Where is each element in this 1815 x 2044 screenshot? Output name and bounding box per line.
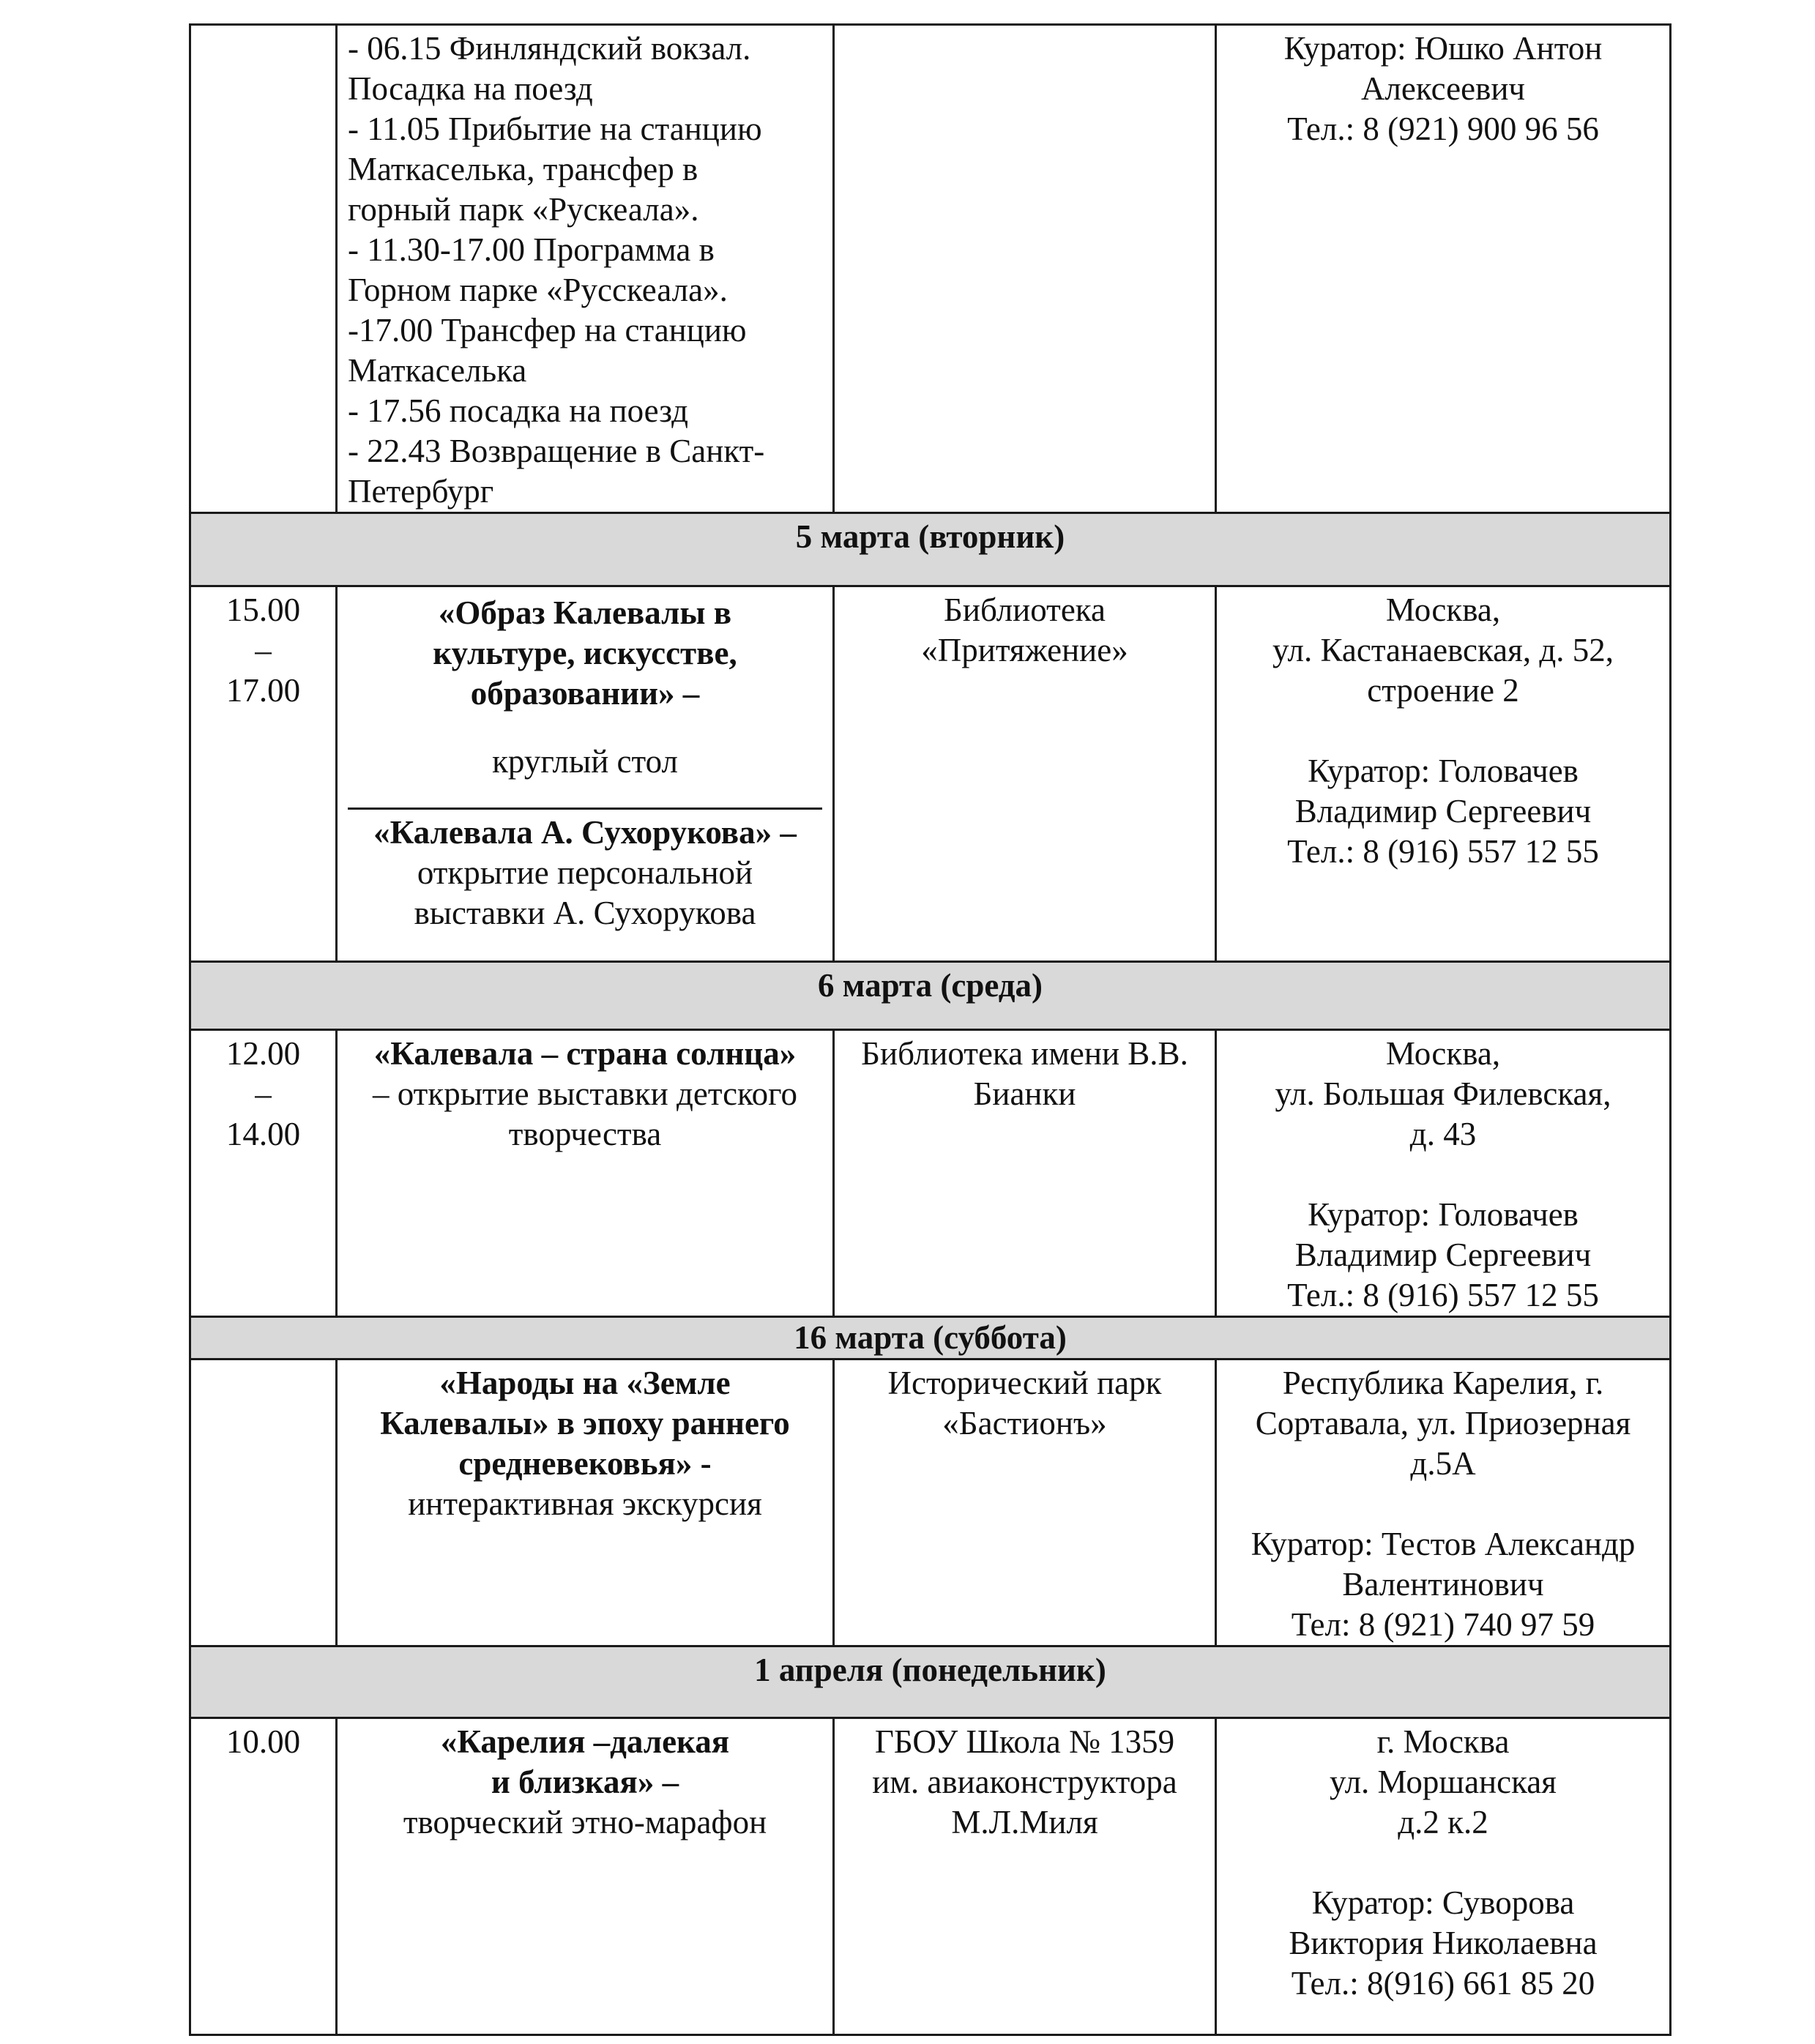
event-part — [348, 590, 822, 810]
address-line: д. 43 — [1409, 1116, 1477, 1152]
program-line: Петербург — [348, 473, 494, 510]
program-line: горный парк «Рускеала». — [348, 191, 699, 228]
curator-phone: Тел: 8 (921) 740 97 59 — [1291, 1606, 1595, 1643]
time-cell — [190, 586, 337, 962]
table-row — [190, 25, 1671, 513]
curator-name: Куратор: Головачев — [1308, 753, 1579, 789]
venue-cell — [834, 1030, 1216, 1317]
venue-name: Бианки — [973, 1075, 1076, 1112]
contact-cell — [1216, 25, 1671, 513]
contact-cell — [1216, 586, 1671, 962]
venue-name: «Бастионъ» — [942, 1405, 1107, 1441]
contact-cell — [1216, 1718, 1671, 2035]
contact-cell — [1216, 1030, 1671, 1317]
venue-name: Библиотека имени В.В. — [861, 1035, 1188, 1072]
contact-cell — [1216, 1359, 1671, 1646]
curator-name: Виктория Николаевна — [1289, 1925, 1598, 1961]
time-start: 10.00 — [226, 1723, 301, 1760]
time-dash: – — [255, 632, 272, 668]
event-title: образовании» – — [470, 675, 700, 712]
program-line: - 06.15 Финляндский вокзал. — [348, 30, 751, 67]
table-row — [190, 1030, 1671, 1317]
time-start: 15.00 — [226, 592, 301, 628]
date-header-row — [190, 1646, 1671, 1718]
program-line: - 11.30-17.00 Программа в — [348, 231, 715, 268]
program-line: Маткаселька, трансфер в — [348, 151, 698, 187]
curator-name: Куратор: Головачев — [1308, 1196, 1579, 1233]
address-line: Москва, — [1385, 592, 1501, 628]
curator-phone: Тел.: 8 (921) 900 96 56 — [1287, 111, 1599, 147]
date-header: 16 марта (суббота) — [190, 1317, 1671, 1359]
event-desc: выставки А. Сухорукова — [414, 895, 756, 931]
address-line: строение 2 — [1367, 672, 1519, 709]
program-line: - 22.43 Возвращение в Санкт- — [348, 433, 765, 469]
venue-cell — [834, 1718, 1216, 2035]
time-cell — [190, 1718, 337, 2035]
address-line: д.5А — [1410, 1445, 1476, 1482]
date-header-row — [190, 962, 1671, 1030]
venue-cell — [834, 25, 1216, 513]
venue-cell — [834, 586, 1216, 962]
event-title: «Карелия –далекая — [440, 1723, 730, 1760]
time-cell — [190, 1030, 337, 1317]
venue-name: им. авиаконструктора — [872, 1764, 1177, 1800]
curator-phone: Тел.: 8(916) 661 85 20 — [1291, 1965, 1595, 2002]
address-line: Республика Карелия, г. — [1282, 1365, 1604, 1401]
event-desc: открытие персональной — [417, 854, 753, 891]
venue-name: ГБОУ Школа № 1359 — [874, 1723, 1175, 1760]
curator-phone: Тел.: 8 (916) 557 12 55 — [1287, 833, 1599, 870]
date-header: 6 марта (среда) — [190, 962, 1671, 1030]
event-title: «Калевала А. Сухорукова» – — [373, 814, 797, 851]
venue-cell — [834, 1359, 1216, 1646]
curator-name: Куратор: Суворова — [1311, 1884, 1575, 1921]
address-line: г. Москва — [1376, 1723, 1510, 1760]
event-title: и близкая» – — [491, 1764, 679, 1800]
venue-name: Исторический парк — [887, 1365, 1162, 1401]
event-desc: – открытие выставки детского — [373, 1075, 797, 1112]
curator-name: Владимир Сергеевич — [1294, 793, 1592, 829]
time-cell — [190, 1359, 337, 1646]
curator-name: Валентинович — [1342, 1566, 1544, 1603]
address-line: ул. Моршанская — [1330, 1764, 1557, 1800]
time-cell — [190, 25, 337, 513]
time-start: 12.00 — [226, 1035, 301, 1072]
event-cell — [337, 586, 834, 962]
curator-name: Куратор: Тестов Александр — [1251, 1526, 1636, 1562]
event-title: Калевалы» в эпоху раннего — [380, 1405, 790, 1441]
date-header-row — [190, 1317, 1671, 1359]
program-cell — [337, 25, 834, 513]
address-line: д.2 к.2 — [1398, 1804, 1488, 1840]
time-end: 17.00 — [226, 672, 301, 709]
program-line: Маткаселька — [348, 352, 527, 389]
program-line: - 17.56 посадка на поезд — [348, 392, 689, 429]
event-title: средневековья» - — [458, 1445, 712, 1482]
table-row — [190, 1359, 1671, 1646]
event-title: «Народы на «Земле — [439, 1365, 731, 1401]
address-line: Москва, — [1385, 1035, 1501, 1072]
event-cell — [337, 1718, 834, 2035]
event-desc: творчества — [508, 1116, 662, 1152]
program-line: Горном парке «Русскеала». — [348, 272, 728, 308]
address-line: ул. Кастанаевская, д. 52, — [1272, 632, 1614, 668]
curator-name: Алексеевич — [1360, 70, 1526, 107]
event-cell — [337, 1030, 834, 1317]
time-dash: – — [255, 1075, 272, 1112]
event-desc: творческий этно-марафон — [403, 1804, 767, 1840]
event-cell — [337, 1359, 834, 1646]
program-line: -17.00 Трансфер на станцию — [348, 312, 747, 348]
event-title: «Образ Калевалы в — [438, 594, 732, 631]
address-line: ул. Большая Филевская, — [1275, 1075, 1611, 1112]
venue-name: Библиотека — [944, 592, 1106, 628]
date-header-row — [190, 513, 1671, 586]
program-line: - 11.05 Прибытие на станцию — [348, 111, 762, 147]
date-header: 5 марта (вторник) — [190, 513, 1671, 586]
program-line: Посадка на поезд — [348, 70, 593, 107]
time-end: 14.00 — [226, 1116, 301, 1152]
schedule-table — [189, 23, 1671, 2036]
event-type: круглый стол — [492, 743, 678, 780]
curator-phone: Тел.: 8 (916) 557 12 55 — [1287, 1277, 1599, 1313]
table-row — [190, 586, 1671, 962]
event-part — [348, 810, 822, 933]
table-row — [190, 1718, 1671, 2035]
event-title: культуре, искусстве, — [433, 635, 737, 671]
curator-name: Владимир Сергеевич — [1294, 1237, 1592, 1273]
date-header: 1 апреля (понедельник) — [190, 1646, 1671, 1718]
event-title: «Калевала – страна солнца» — [373, 1035, 797, 1072]
curator-name: Куратор: Юшко Антон — [1283, 30, 1603, 67]
venue-name: «Притяжение» — [921, 632, 1128, 668]
venue-name: М.Л.Миля — [951, 1804, 1098, 1840]
event-desc: интерактивная экскурсия — [408, 1485, 762, 1522]
address-line: Сортавала, ул. Приозерная — [1255, 1405, 1631, 1441]
